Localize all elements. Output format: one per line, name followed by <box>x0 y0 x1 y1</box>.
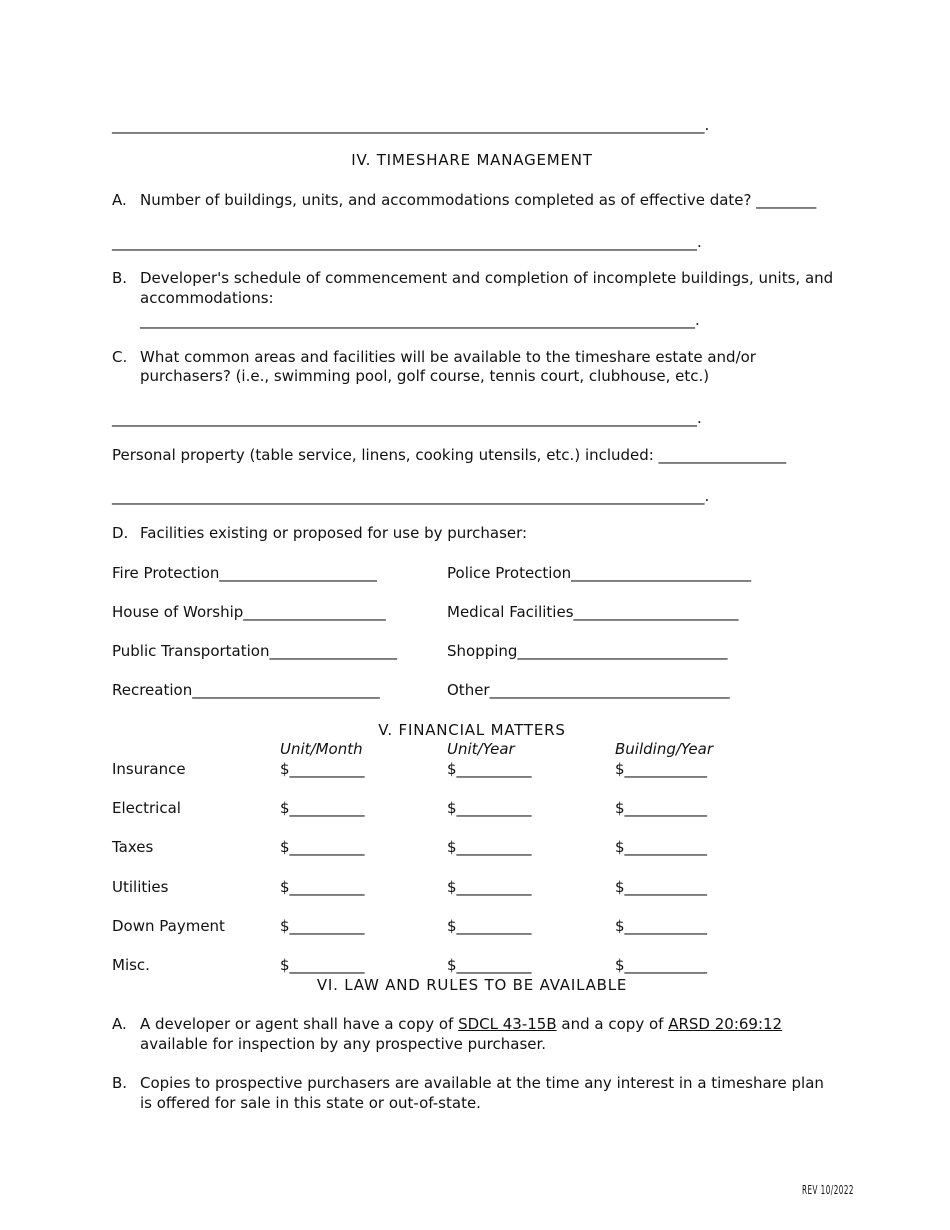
item-a-marker: A. <box>112 191 127 209</box>
vi-item-b-line2: is offered for sale in this state or out-of-state. <box>140 1094 481 1112</box>
item-a-blank-line: ______________________________________________________________________________. <box>112 233 702 251</box>
facility-house-of-worship: House of Worship___________________ <box>112 603 386 621</box>
personal-property-question: Personal property (table service, linens, cooking utensils, etc.) included: _________________ <box>112 446 787 464</box>
personal-property-blank-line: _______________________________________________________________________________. <box>112 487 710 505</box>
facility-fire-protection: Fire Protection_____________________ <box>112 564 377 582</box>
section-vi-title: VI. LAW AND RULES TO BE AVAILABLE <box>316 976 628 994</box>
down-payment-unit-year: $__________ <box>447 917 532 935</box>
vi-item-b-line1: Copies to prospective purchasers are available at the time any interest in a timeshare plan <box>140 1074 824 1092</box>
item-d-text: Facilities existing or proposed for use by purchaser: <box>140 524 528 542</box>
vi-item-b-marker: B. <box>112 1074 128 1092</box>
sdcl-reference: SDCL 43-15B <box>458 1015 557 1033</box>
insurance-building-year: $___________ <box>615 760 708 778</box>
taxes-unit-month: $__________ <box>280 838 365 856</box>
misc-unit-month: $__________ <box>280 956 365 974</box>
insurance-unit-month: $__________ <box>280 760 365 778</box>
item-d-marker: D. <box>112 524 129 542</box>
electrical-unit-year: $__________ <box>447 799 532 817</box>
electrical-building-year: $___________ <box>615 799 708 817</box>
revision-label: REV 10/2022 <box>802 1183 854 1197</box>
electrical-unit-month: $__________ <box>280 799 365 817</box>
down-payment-building-year: $___________ <box>615 917 708 935</box>
column-building-year: Building/Year <box>615 740 714 758</box>
item-b-line2: accommodations: <box>140 289 274 307</box>
facility-recreation: Recreation_________________________ <box>112 681 380 699</box>
vi-item-a-line2: available for inspection by any prospective purchaser. <box>140 1035 547 1053</box>
column-unit-year: Unit/Year <box>447 740 515 758</box>
utilities-unit-month: $__________ <box>280 878 365 896</box>
row-label-electrical: Electrical <box>112 799 181 817</box>
insurance-unit-year: $__________ <box>447 760 532 778</box>
item-b-marker: B. <box>112 269 128 287</box>
item-c-blank-line: ______________________________________________________________________________. <box>112 409 702 427</box>
down-payment-unit-month: $__________ <box>280 917 365 935</box>
facility-public-transportation: Public Transportation_________________ <box>112 642 397 660</box>
top-blank-line: _______________________________________________________________________________. <box>112 116 710 134</box>
column-unit-month: Unit/Month <box>280 740 363 758</box>
utilities-building-year: $___________ <box>615 878 708 896</box>
misc-unit-year: $__________ <box>447 956 532 974</box>
facility-police-protection: Police Protection________________________ <box>447 564 752 582</box>
taxes-unit-year: $__________ <box>447 838 532 856</box>
item-b-blank-line: __________________________________________________________________________. <box>140 311 700 329</box>
misc-building-year: $___________ <box>615 956 708 974</box>
section-iv-title: IV. TIMESHARE MANAGEMENT <box>351 151 593 169</box>
section-v-title: V. FINANCIAL MATTERS <box>378 721 566 739</box>
row-label-utilities: Utilities <box>112 878 169 896</box>
item-c-line1: What common areas and facilities will be available to the timeshare estate and/or <box>140 348 756 366</box>
vi-item-a-mid: and a copy of <box>556 1015 669 1033</box>
row-label-taxes: Taxes <box>112 838 154 856</box>
vi-item-a-line1 <box>140 1014 782 1034</box>
facility-other: Other________________________________ <box>447 681 730 699</box>
taxes-building-year: $___________ <box>615 838 708 856</box>
facility-medical: Medical Facilities______________________ <box>447 603 739 621</box>
item-b-line1: Developer's schedule of commencement and completion of incomplete buildings, units, and <box>140 269 834 287</box>
item-c-marker: C. <box>112 348 128 366</box>
vi-item-a-marker: A. <box>112 1015 127 1033</box>
vi-item-a-pre: A developer or agent shall have a copy of <box>140 1015 459 1033</box>
facility-shopping: Shopping____________________________ <box>447 642 728 660</box>
utilities-unit-year: $__________ <box>447 878 532 896</box>
arsd-reference: ARSD 20:69:12 <box>668 1015 783 1033</box>
item-a-question: Number of buildings, units, and accommodations completed as of effective date? ________ <box>140 191 817 209</box>
row-label-down-payment: Down Payment <box>112 917 225 935</box>
row-label-insurance: Insurance <box>112 760 186 778</box>
item-c-line2: purchasers? (i.e., swimming pool, golf course, tennis court, clubhouse, etc.) <box>140 367 710 385</box>
row-label-misc: Misc. <box>112 956 150 974</box>
